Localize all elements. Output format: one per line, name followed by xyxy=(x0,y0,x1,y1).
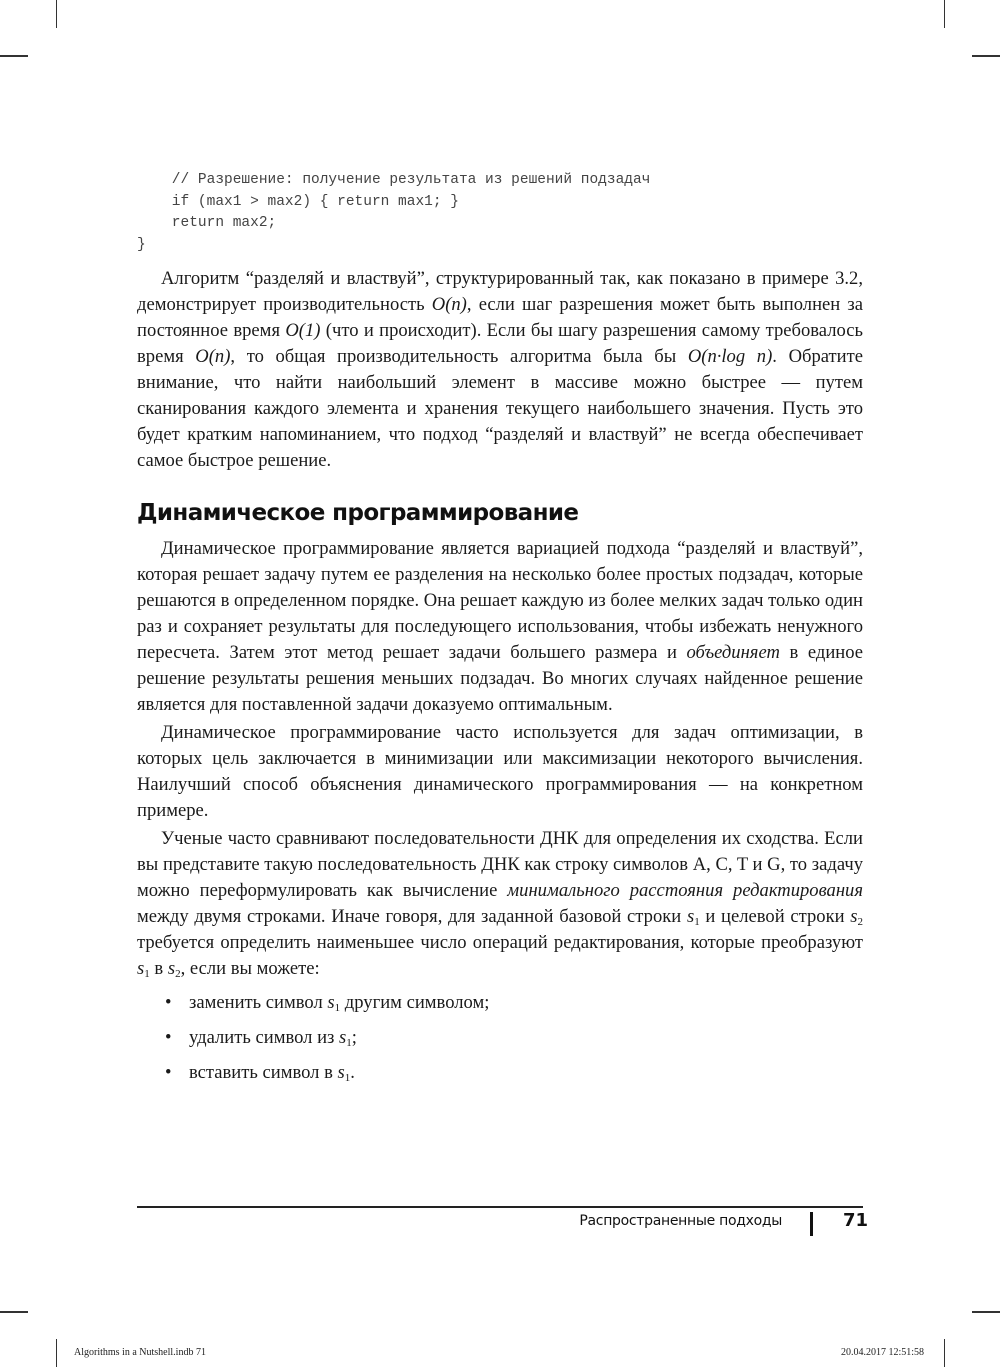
print-slug-date: 20.04.2017 12:51:58 xyxy=(840,1347,924,1358)
list-item: • удалить символ из $s_1$; xyxy=(165,1027,357,1049)
section-heading: Динамическое программирование xyxy=(137,500,579,526)
crop-mark xyxy=(972,1311,1000,1313)
crop-mark xyxy=(0,1311,28,1313)
crop-mark xyxy=(0,55,28,57)
crop-mark xyxy=(56,1339,57,1367)
crop-mark xyxy=(972,55,1000,57)
page-number: 71 xyxy=(843,1210,869,1231)
list-item: • заменить символ $s_1$ другим символом; xyxy=(165,992,490,1014)
page-body xyxy=(137,170,863,1095)
code-line: } xyxy=(137,236,146,253)
running-title: Распространенные подходы xyxy=(579,1213,782,1229)
bullet-list xyxy=(137,990,863,1086)
bullet-icon: • xyxy=(165,1027,172,1048)
bullet-icon: • xyxy=(165,1062,172,1083)
crop-mark xyxy=(944,0,945,28)
list-item: • вставить символ в $s_1$. xyxy=(165,1062,355,1084)
crop-mark xyxy=(944,1339,945,1367)
footer-divider xyxy=(810,1212,813,1236)
paragraph: Ученые часто сравнивают последовательности ДНК для определения их сходства. Если вы представите такую последовательность ДНК как строку символов A, C, T и G, то задачу можно переформулировать как вычисление минимального расстояния редактирования между двумя строками. Иначе говоря, для заданной базовой строки $s_1$ и целевой строки $s_2$ требуется определить наименьшее число операций редактирования, которые преобразуют $s_1$ в $s_2$, если вы можете: xyxy=(137,828,863,980)
bullet-icon: • xyxy=(165,992,172,1013)
code-line: // Разрешение: получение результата из решений подзадач xyxy=(137,172,651,188)
print-slug-file: Algorithms in a Nutshell.indb 71 xyxy=(74,1347,206,1358)
code-line: return max2; xyxy=(137,215,277,231)
paragraph: Динамическое программирование часто используется для задач оптимизации, в которых цель заключается в минимизации или максимизации некоторого вычисления. Наилучший способ объяснения динамического программирования — на конкретном примере. xyxy=(137,722,863,821)
paragraph: Алгоритм “разделяй и властвуй”, структурированный так, как показано в примере 3.2, демонстрирует производительность O(n), если шаг разрешения может быть выполнен за постоянное время O(1) (что и происходит). Если бы шагу разрешения самому требовалось время O(n), то общая производительность алгоритма была бы O(n·log n). Обратите внимание, что найти наибольший элемент в массиве можно быстрее — путем сканирования каждого элемента и хранения текущего наибольшего значения. Пусть это будет кратким напоминанием, что подход “разделяй и властвуй” не всегда обеспечивает самое быстрое решение. xyxy=(137,268,863,471)
code-listing xyxy=(137,170,863,256)
code-line: if (max1 > max2) { return max1; } xyxy=(137,193,459,210)
paragraph: Динамическое программирование является вариацией подхода “разделяй и властвуй”, которая решает задачу путем ее разделения на несколько более простых подзадач, которые решаются в определенном порядке. Она решает каждую из более мелких задач только один раз и сохраняет результаты для последующего использования, чтобы избежать ненужного пересчета. Затем этот метод решает задачи большего размера и объединяет в единое решение результаты решения меньших подзадач. Во многих случаях найденное решение является для поставленной задачи доказуемо оптимальным. xyxy=(137,538,863,715)
footer-rule xyxy=(137,1206,863,1208)
crop-mark xyxy=(56,0,57,28)
